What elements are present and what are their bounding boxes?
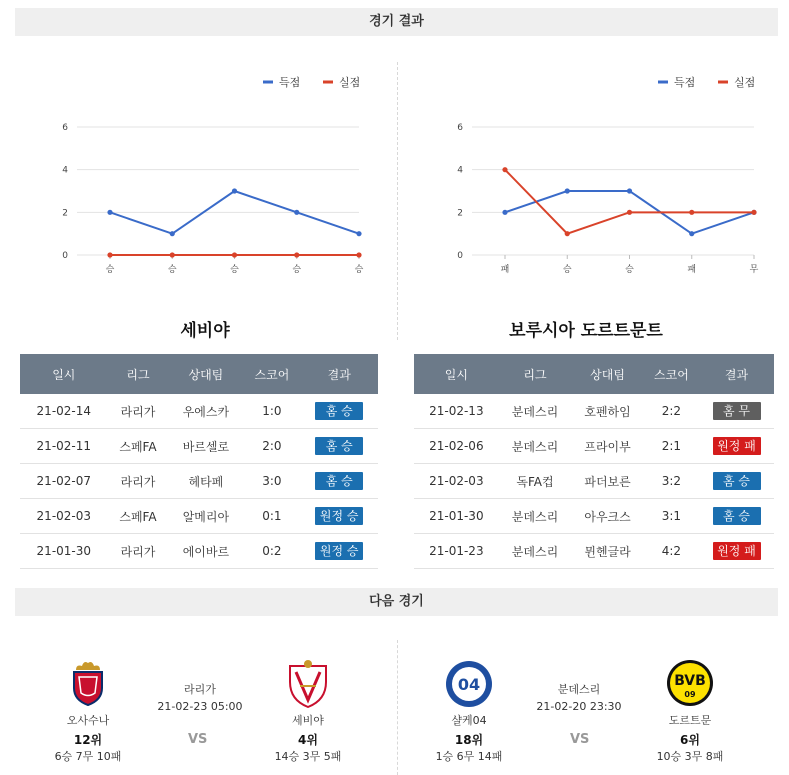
y-tick-label: 6	[457, 123, 463, 133]
line-chart-svg	[15, 62, 380, 277]
match-opponent: 파더보른	[571, 464, 644, 499]
home-team-2	[419, 712, 519, 764]
osasuna-logo	[70, 660, 106, 710]
legend-label: 득점	[279, 76, 301, 89]
table-row	[20, 464, 378, 499]
result-badge: 홈 승	[315, 437, 363, 455]
y-tick-label: 2	[62, 208, 68, 219]
data-point	[502, 210, 507, 215]
team-title-sevilla: 세비야	[180, 321, 230, 341]
team-rank: 6위	[680, 733, 700, 747]
team-record: 1승 6무 14패	[435, 750, 503, 763]
x-tick-label: 승	[292, 265, 302, 275]
data-point	[294, 252, 299, 257]
data-point	[170, 252, 175, 257]
x-tick-label: 패	[687, 265, 697, 275]
match-league: 라리가	[184, 683, 216, 696]
match-result	[699, 464, 774, 499]
y-tick-label: 6	[62, 123, 68, 133]
next-match-2	[414, 645, 774, 770]
team-rank: 4위	[298, 733, 318, 747]
match-date: 21-02-11	[20, 429, 108, 464]
table-row	[414, 394, 774, 429]
y-tick-label: 4	[457, 165, 463, 176]
schalke-logo-text: 04	[457, 675, 481, 694]
legend-item	[658, 75, 695, 89]
match-league: 라리가	[108, 534, 169, 569]
match-score: 2:1	[644, 429, 699, 464]
x-tick-label: 승	[105, 265, 115, 275]
match-score: 3:0	[243, 464, 300, 499]
col-opponent: 상대팀	[168, 354, 243, 394]
x-tick-label: 무	[749, 265, 759, 275]
col-league: 리그	[108, 354, 169, 394]
match-league: 라리가	[108, 394, 169, 429]
match-date: 21-02-13	[414, 394, 499, 429]
col-date: 일시	[414, 354, 499, 394]
match-league: 스페FA	[108, 499, 169, 534]
legend-item	[718, 75, 755, 89]
away-team-1	[258, 712, 358, 764]
data-point	[502, 167, 507, 172]
sevilla-goals-chart	[15, 62, 380, 277]
team-name: 도르트문	[668, 714, 712, 727]
data-point	[689, 231, 694, 236]
result-badge: 원정 패	[713, 542, 761, 560]
result-badge: 홈 승	[713, 472, 761, 490]
dortmund-logo-subtext: 09	[684, 690, 696, 699]
team-record: 6승 7무 10패	[54, 750, 122, 763]
match-opponent: 호펜하임	[571, 394, 644, 429]
away-team-2	[640, 712, 740, 764]
column-divider	[397, 640, 398, 775]
team-title-dortmund: 보루시아 도르트문트	[509, 321, 663, 341]
match-score: 2:0	[243, 429, 300, 464]
match-date: 21-01-30	[20, 534, 108, 569]
data-point	[751, 210, 756, 215]
team-record: 10승 3무 8패	[656, 750, 724, 763]
x-tick-label: 승	[562, 265, 572, 275]
team-name: 오사수나	[66, 714, 110, 727]
dortmund-logo	[666, 659, 714, 711]
match-score: 1:0	[243, 394, 300, 429]
match-score: 0:1	[243, 499, 300, 534]
x-tick-label: 승	[354, 265, 364, 275]
next-match-1	[20, 645, 380, 770]
match-league: 분데스리	[499, 499, 572, 534]
result-badge: 원정 패	[713, 437, 761, 455]
data-point	[356, 252, 361, 257]
data-point	[689, 210, 694, 215]
vs-label: VS	[188, 732, 208, 747]
match-league: 라리가	[108, 464, 169, 499]
col-score: 스코어	[644, 354, 699, 394]
vs-label: VS	[570, 732, 590, 747]
match-result	[300, 534, 378, 569]
match-score: 0:2	[243, 534, 300, 569]
match-result	[699, 534, 774, 569]
legend-item	[323, 75, 360, 89]
match-opponent: 프라이부	[571, 429, 644, 464]
match-date: 21-02-03	[20, 499, 108, 534]
match-league: 분데스리	[499, 394, 572, 429]
match-datetime: 21-02-23 05:00	[157, 700, 243, 713]
match-league: 분데스리	[499, 429, 572, 464]
match-date: 21-02-14	[20, 394, 108, 429]
legend-label: 실점	[734, 76, 756, 89]
team-name: 세비야	[292, 714, 324, 727]
data-point	[107, 252, 112, 257]
col-date: 일시	[20, 354, 108, 394]
team-record: 14승 3무 5패	[274, 750, 342, 763]
match-result	[699, 429, 774, 464]
match-result	[300, 394, 378, 429]
match-result	[300, 499, 378, 534]
home-team-1	[38, 712, 138, 764]
results-section-header: 경기 결과	[15, 8, 778, 36]
result-badge: 홈 승	[713, 507, 761, 525]
match-date: 21-02-06	[414, 429, 499, 464]
team-rank: 12위	[73, 733, 103, 747]
match-opponent: 알메리아	[168, 499, 243, 534]
dortmund-goals-chart	[410, 62, 775, 277]
match-date: 21-02-07	[20, 464, 108, 499]
table-row	[20, 534, 378, 569]
y-tick-label: 2	[457, 208, 463, 219]
match-info-1	[145, 681, 255, 715]
col-opponent: 상대팀	[571, 354, 644, 394]
match-league: 독FA컵	[499, 464, 572, 499]
result-badge: 원정 승	[315, 542, 363, 560]
match-datetime: 21-02-20 23:30	[536, 700, 622, 713]
data-point	[627, 210, 632, 215]
table-row	[414, 429, 774, 464]
match-league: 분데스리	[557, 683, 601, 696]
match-opponent: 에이바르	[168, 534, 243, 569]
schalke-logo	[444, 659, 494, 713]
legend-label: 실점	[339, 76, 361, 89]
legend-item	[263, 75, 300, 89]
match-score: 4:2	[644, 534, 699, 569]
table-row	[414, 464, 774, 499]
data-point	[565, 188, 570, 193]
match-opponent: 헤타페	[168, 464, 243, 499]
result-badge: 홈 승	[315, 472, 363, 490]
match-opponent: 우에스카	[168, 394, 243, 429]
match-date: 21-02-03	[414, 464, 499, 499]
result-badge: 홈 승	[315, 402, 363, 420]
column-divider	[397, 62, 398, 340]
table-row	[20, 499, 378, 534]
match-result	[300, 429, 378, 464]
match-result	[699, 499, 774, 534]
y-tick-label: 0	[457, 251, 463, 261]
data-point	[627, 188, 632, 193]
match-date: 21-01-30	[414, 499, 499, 534]
match-opponent: 뮌헨글라	[571, 534, 644, 569]
col-league: 리그	[499, 354, 572, 394]
x-tick-label: 승	[230, 265, 239, 275]
match-score: 3:2	[644, 464, 699, 499]
data-point	[294, 210, 299, 215]
data-point	[232, 252, 237, 257]
table-row	[20, 429, 378, 464]
data-point	[232, 188, 237, 193]
y-tick-label: 4	[62, 165, 68, 176]
y-tick-label: 0	[62, 251, 68, 261]
next-match-section-header: 다음 경기	[15, 588, 778, 616]
team-rank: 18위	[454, 733, 484, 747]
col-result: 결과	[300, 354, 378, 394]
line-chart-svg	[410, 62, 775, 277]
data-point	[565, 231, 570, 236]
match-result	[699, 394, 774, 429]
x-tick-label: 승	[167, 265, 177, 275]
match-result	[300, 464, 378, 499]
match-league: 분데스리	[499, 534, 572, 569]
table-row	[20, 394, 378, 429]
dortmund-logo-text: BVB	[674, 673, 706, 689]
data-point	[356, 231, 361, 236]
result-badge: 홈 무	[713, 402, 761, 420]
team-name: 샬케04	[451, 714, 487, 727]
sevilla-logo	[286, 658, 330, 712]
x-tick-label: 승	[625, 265, 634, 275]
series-line-conceded	[505, 170, 754, 234]
result-badge: 원정 승	[315, 507, 363, 525]
match-opponent: 바르셀로	[168, 429, 243, 464]
x-tick-label: 패	[500, 265, 510, 275]
data-point	[170, 231, 175, 236]
dortmund-results-table	[414, 354, 774, 569]
table-row	[414, 534, 774, 569]
table-row	[414, 499, 774, 534]
match-date: 21-01-23	[414, 534, 499, 569]
match-league: 스페FA	[108, 429, 169, 464]
legend-label: 득점	[674, 76, 696, 89]
col-score: 스코어	[243, 354, 300, 394]
sevilla-results-table	[20, 354, 378, 569]
col-result: 결과	[699, 354, 774, 394]
data-point	[107, 210, 112, 215]
match-score: 3:1	[644, 499, 699, 534]
match-opponent: 아우크스	[571, 499, 644, 534]
match-info-2	[524, 681, 634, 715]
match-score: 2:2	[644, 394, 699, 429]
